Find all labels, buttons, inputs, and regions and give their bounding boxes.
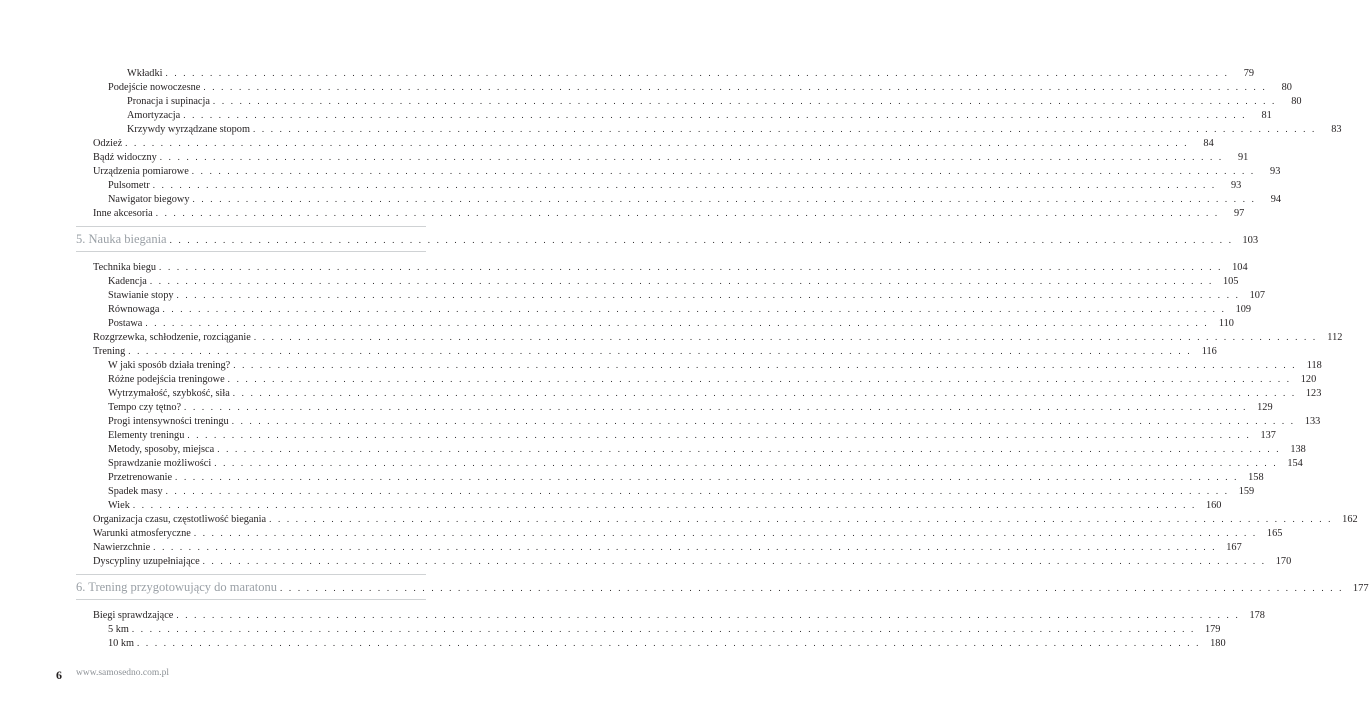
toc-entry[interactable] <box>93 512 1358 526</box>
toc-entry-label: Inne akcesoria <box>93 208 153 219</box>
dot-leader: . . . . . . . . . . . . . . . . . . . . . . . . . . . . . . . . . . . . . . . . . . . . . . . . . . . . . . . . . . . . . . . . . . . . . . . . . . . . . . . . . . . . . . . . . . . . . . . . . . . . . . . . . . . . . . . . . . . . . . . . <box>153 542 1217 552</box>
toc-entry-label: Warunki atmosferyczne <box>93 528 191 539</box>
dot-leader: . . . . . . . . . . . . . . . . . . . . . . . . . . . . . . . . . . . . . . . . . . . . . . . . . . . . . . . . . . . . . . . . . . . . . . . . . . . . . . . . . . . . . . . . . . . . . . . . . . . . . . . . . . . . . . . . . . . . . . . . <box>192 194 1257 204</box>
toc-entry-page: 104 <box>1232 262 1248 273</box>
toc-entry-label: Amortyzacja <box>127 110 181 121</box>
toc-entry-page: 116 <box>1201 346 1217 357</box>
toc-entry-page: 107 <box>1249 290 1266 301</box>
dot-leader: . . . . . . . . . . . . . . . . . . . . . . . . . . . . . . . . . . . . . . . . . . . . . . . . . . . . . . . . . . . . . . . . . . . . . . . . . . . . . . . . . . . . . . . . . . . . . . . . . . . . . . . . . . . . . . . . . . . . . . . . <box>253 332 1318 342</box>
section-divider <box>76 574 426 575</box>
toc-entry-page: 180 <box>1210 638 1226 649</box>
toc-entry[interactable] <box>108 288 1266 302</box>
dot-leader: . . . . . . . . . . . . . . . . . . . . . . . . . . . . . . . . . . . . . . . . . . . . . . . . . . . . . . . . . . . . . . . . . . . . . . . . . . . . . . . . . . . . . . . . . . . . . . . . . . . . . . . . . . . . . . . . . . . . . . . . <box>176 290 1241 300</box>
toc-entry-label: 5 km <box>108 624 129 635</box>
toc-entry-page: 133 <box>1304 416 1321 427</box>
toc-entry[interactable] <box>108 80 1292 94</box>
toc-entry-page: 165 <box>1266 528 1283 539</box>
dot-leader: . . . . . . . . . . . . . . . . . . . . . . . . . . . . . . . . . . . . . . . . . . . . . . . . . . . . . . . . . . . . . . . . . . . . . . . . . . . . . . . . . . . . . . . . . . . . . . . . . . . . . . . . . . . . . . . . . . . . . . . . <box>184 402 1248 412</box>
toc-entry[interactable] <box>108 470 1264 484</box>
toc-entry-label: Odzież <box>93 138 123 149</box>
toc-entry-page: 110 <box>1218 318 1234 329</box>
toc-entry-label: Dyscypliny uzupełniające <box>93 556 200 567</box>
toc-entry[interactable] <box>127 108 1272 122</box>
toc-entry-label: Trening <box>93 346 126 357</box>
toc-entry[interactable] <box>108 358 1322 372</box>
toc-entry[interactable] <box>108 428 1276 442</box>
toc-entry-label: Postawa <box>108 318 143 329</box>
toc-entry-label: Urządzenia pomiarowe <box>93 166 189 177</box>
toc-entry-label: Pulsometr <box>108 180 150 191</box>
dot-leader: . . . . . . . . . . . . . . . . . . . . . . . . . . . . . . . . . . . . . . . . . . . . . . . . . . . . . . . . . . . . . . . . . . . . . . . . . . . . . . . . . . . . . . . . . . . . . . . . . . . . . . . . . . . . . . . . . . . . . . . . <box>203 82 1267 92</box>
toc-entry-label: Organizacja czasu, częstotliwość biegania <box>93 514 267 525</box>
toc-entry-page: 177 <box>1352 583 1369 594</box>
toc-entry-label: Wkładki <box>127 68 163 79</box>
toc-entry-page: 94 <box>1270 194 1282 205</box>
toc-entry[interactable] <box>108 192 1282 206</box>
toc-entry-page: 80 <box>1281 82 1292 93</box>
toc-entry-page: 109 <box>1235 304 1252 315</box>
dot-leader: . . . . . . . . . . . . . . . . . . . . . . . . . . . . . . . . . . . . . . . . . . . . . . . . . . . . . . . . . . . . . . . . . . . . . . . . . . . . . . . . . . . . . . . . . . . . . . . . . . . . . . . . . . . . . . . . . . . . . . . . <box>131 624 1196 634</box>
toc-entry[interactable] <box>93 540 1242 554</box>
toc-entry-label: Przetrenowanie <box>108 472 173 483</box>
toc-entry-label: Podejście nowoczesne <box>108 82 201 93</box>
dot-leader: . . . . . . . . . . . . . . . . . . . . . . . . . . . . . . . . . . . . . . . . . . . . . . . . . . . . . . . . . . . . . . . . . . . . . . . . . . . . . . . . . . . . . . . . . . . . . . . . . . . . . . . . . . . . . . . . . . . . . . . . <box>176 610 1240 620</box>
toc-entry-label: Stawianie stopy <box>108 290 174 301</box>
toc-entry-label: Metody, sposoby, miejsca <box>108 444 215 455</box>
toc-entry-label: Rozgrzewka, schłodzenie, rozciąganie <box>93 332 251 343</box>
toc-chapter[interactable] <box>76 230 1259 248</box>
toc-entry[interactable] <box>93 260 1248 274</box>
dot-leader: . . . . . . . . . . . . . . . . . . . . . . . . . . . . . . . . . . . . . . . . . . . . . . . . . . . . . . . . . . . . . . . . . . . . . . . . . . . . . . . . . . . . . . . . . . . . . . . . . . . . . . . . . . . . . . . . . . . . . . . . <box>183 110 1247 120</box>
toc-entry-page: 93 <box>1231 180 1242 191</box>
toc-entry[interactable] <box>127 94 1302 108</box>
toc-entry[interactable] <box>93 554 1292 568</box>
toc-entry-page: 160 <box>1206 500 1222 511</box>
toc-entry-label: Wiek <box>108 500 130 511</box>
dot-leader: . . . . . . . . . . . . . . . . . . . . . . . . . . . . . . . . . . . . . . . . . . . . . . . . . . . . . . . . . . . . . . . . . . . . . . . . . . . . . . . . . . . . . . . . . . . . . . . . . . . . . . . . . . . . . . . . . . . . . . . . <box>165 68 1230 78</box>
dot-leader: . . . . . . . . . . . . . . . . . . . . . . . . . . . . . . . . . . . . . . . . . . . . . . . . . . . . . . . . . . . . . . . . . . . . . . . . . . . . . . . . . . . . . . . . . . . . . . . . . . . . . . . . . . . . . . . . . . . . . . . . <box>231 416 1296 426</box>
toc-entry[interactable] <box>127 122 1342 136</box>
toc-entry-label: Sprawdzanie możliwości <box>108 458 212 469</box>
toc-entry[interactable] <box>93 344 1217 358</box>
toc-entry[interactable] <box>108 274 1239 288</box>
toc-entry[interactable] <box>93 164 1281 178</box>
toc-entry-page: 158 <box>1248 472 1264 483</box>
dot-leader: . . . . . . . . . . . . . . . . . . . . . . . . . . . . . . . . . . . . . . . . . . . . . . . . . . . . . . . . . . . . . . . . . . . . . . . . . . . . . . . . . . . . . . . . . . . . . . . . . . . . . . . . . . . . . . . . . . . . . . . . <box>212 96 1277 106</box>
section-divider <box>76 226 426 227</box>
dot-leader: . . . . . . . . . . . . . . . . . . . . . . . . . . . . . . . . . . . . . . . . . . . . . . . . . . . . . . . . . . . . . . . . . . . . . . . . . . . . . . . . . . . . . . . . . . . . . . . . . . . . . . . . . . . . . . . . . . . . . . . . <box>214 458 1278 468</box>
toc-entry-label: Technika biegu <box>93 262 157 273</box>
toc-entry-label: Pronacja i supinacja <box>127 96 210 107</box>
toc-entry-page: 129 <box>1257 402 1273 413</box>
toc-entry-page: 154 <box>1287 458 1303 469</box>
toc-entry[interactable] <box>127 66 1255 80</box>
toc-entry[interactable] <box>108 636 1226 650</box>
dot-leader: . . . . . . . . . . . . . . . . . . . . . . . . . . . . . . . . . . . . . . . . . . . . . . . . . . . . . . . . . . . . . . . . . . . . . . . . . . . . . . . . . . . . . . . . . . . . . . . . . . . . . . . . . . . . . . . . . . . . . . . . <box>227 374 1292 384</box>
page-number: 6 <box>56 668 62 682</box>
toc-entry-page: 81 <box>1261 110 1272 121</box>
toc-entry[interactable] <box>108 316 1234 330</box>
dot-leader: . . . . . . . . . . . . . . . . . . . . . . . . . . . . . . . . . . . . . . . . . . . . . . . . . . . . . . . . . . . . . . . . . . . . . . . . . . . . . . . . . . . . . . . . . . . . . . . . . . . . . . . . . . . . . . . . . . . . . . . . <box>162 304 1227 314</box>
toc-entry-page: 91 <box>1238 152 1249 163</box>
toc-entry[interactable] <box>93 330 1343 344</box>
toc-entry-page: 84 <box>1203 138 1214 149</box>
toc-entry-label: 5. Nauka biegania <box>76 232 167 246</box>
toc-chapter[interactable] <box>76 578 1369 596</box>
dot-leader: . . . . . . . . . . . . . . . . . . . . . . . . . . . . . . . . . . . . . . . . . . . . . . . . . . . . . . . . . . . . . . . . . . . . . . . . . . . . . . . . . . . . . . . . . . . . . . . . . . . . . . . . . . . . . . . . . . . . . . . . <box>132 500 1197 510</box>
toc-entry[interactable] <box>108 178 1242 192</box>
toc-entry-label: Kadencja <box>108 276 147 287</box>
dot-leader: . . . . . . . . . . . . . . . . . . . . . . . . . . . . . . . . . . . . . . . . . . . . . . . . . . . . . . . . . . . . . . . . . . . . . . . . . . . . . . . . . . . . . . . . . . . . . . . . . . . . . . . . . . . . . . . . . . . . . . . . <box>252 124 1317 134</box>
toc-entry[interactable] <box>93 150 1249 164</box>
dot-leader: . . . . . . . . . . . . . . . . . . . . . . . . . . . . . . . . . . . . . . . . . . . . . . . . . . . . . . . . . . . . . . . . . . . . . . . . . . . . . . . . . . . . . . . . . . . . . . . . . . . . . . . . . . . . . . . . . . . . . . . . <box>169 235 1234 245</box>
dot-leader: . . . . . . . . . . . . . . . . . . . . . . . . . . . . . . . . . . . . . . . . . . . . . . . . . . . . . . . . . . . . . . . . . . . . . . . . . . . . . . . . . . . . . . . . . . . . . . . . . . . . . . . . . . . . . . . . . . . . . . . . <box>152 180 1217 190</box>
toc-entry-page: 97 <box>1234 208 1245 219</box>
toc-entry-page: 79 <box>1243 68 1255 79</box>
dot-leader: . . . . . . . . . . . . . . . . . . . . . . . . . . . . . . . . . . . . . . . . . . . . . . . . . . . . . . . . . . . . . . . . . . . . . . . . . . . . . . . . . . . . . . . . . . . . . . . . . . . . . . . . . . . . . . . . . . . . . . . . <box>155 208 1220 218</box>
toc-entry-page: 83 <box>1331 124 1342 135</box>
toc-entry-page: 118 <box>1306 360 1322 371</box>
toc-entry-page: 162 <box>1342 514 1358 525</box>
toc-entry-page: 178 <box>1249 610 1265 621</box>
dot-leader: . . . . . . . . . . . . . . . . . . . . . . . . . . . . . . . . . . . . . . . . . . . . . . . . . . . . . . . . . . . . . . . . . . . . . . . . . . . . . . . . . . . . . . . . . . . . . . . . . . . . . . . . . . . . . . . . . . . . . . . . <box>202 556 1267 566</box>
toc-entry-label: 6. Trening przygotowujący do maratonu <box>76 580 278 594</box>
toc-entry[interactable] <box>108 456 1303 470</box>
toc-entry[interactable] <box>93 526 1283 540</box>
toc-entry-page: 167 <box>1226 542 1242 553</box>
dot-leader: . . . . . . . . . . . . . . . . . . . . . . . . . . . . . . . . . . . . . . . . . . . . . . . . . . . . . . . . . . . . . . . . . . . . . . . . . . . . . . . . . . . . . . . . . . . . . . . . . . . . . . . . . . . . . . . . . . . . . . . . <box>193 528 1258 538</box>
toc-entry-page: 93 <box>1270 166 1281 177</box>
dot-leader: . . . . . . . . . . . . . . . . . . . . . . . . . . . . . . . . . . . . . . . . . . . . . . . . . . . . . . . . . . . . . . . . . . . . . . . . . . . . . . . . . . . . . . . . . . . . . . . . . . . . . . . . . . . . . . . . . . . . . . . . <box>137 638 1201 648</box>
toc-entry[interactable] <box>108 400 1273 414</box>
dot-leader: . . . . . . . . . . . . . . . . . . . . . . . . . . . . . . . . . . . . . . . . . . . . . . . . . . . . . . . . . . . . . . . . . . . . . . . . . . . . . . . . . . . . . . . . . . . . . . . . . . . . . . . . . . . . . . . . . . . . . . . . <box>217 444 1281 454</box>
toc-entry-label: 10 km <box>108 638 135 649</box>
section-divider <box>76 599 426 600</box>
dot-leader: . . . . . . . . . . . . . . . . . . . . . . . . . . . . . . . . . . . . . . . . . . . . . . . . . . . . . . . . . . . . . . . . . . . . . . . . . . . . . . . . . . . . . . . . . . . . . . . . . . . . . . . . . . . . . . . . . . . . . . . . <box>187 430 1251 440</box>
toc-entry-label: Bądź widoczny <box>93 152 157 163</box>
toc-entry[interactable] <box>108 622 1221 636</box>
toc-entry[interactable] <box>108 414 1321 428</box>
toc-entry[interactable] <box>108 484 1255 498</box>
dot-leader: . . . . . . . . . . . . . . . . . . . . . . . . . . . . . . . . . . . . . . . . . . . . . . . . . . . . . . . . . . . . . . . . . . . . . . . . . . . . . . . . . . . . . . . . . . . . . . . . . . . . . . . . . . . . . . . . . . . . . . . . <box>191 166 1256 176</box>
toc-entry[interactable] <box>108 442 1306 456</box>
footer-url: www.samosedno.com.pl <box>76 668 170 678</box>
dot-leader: . . . . . . . . . . . . . . . . . . . . . . . . . . . . . . . . . . . . . . . . . . . . . . . . . . . . . . . . . . . . . . . . . . . . . . . . . . . . . . . . . . . . . . . . . . . . . . . . . . . . . . . . . . . . . . . . . . . . . . . . <box>159 262 1223 272</box>
toc-entry-label: Wytrzymałość, szybkość, siła <box>108 388 230 399</box>
dot-leader: . . . . . . . . . . . . . . . . . . . . . . . . . . . . . . . . . . . . . . . . . . . . . . . . . . . . . . . . . . . . . . . . . . . . . . . . . . . . . . . . . . . . . . . . . . . . . . . . . . . . . . . . . . . . . . . . . . . . . . . . <box>232 388 1297 398</box>
toc-entry-label: Spadek masy <box>108 486 163 497</box>
toc-entry-page: 105 <box>1222 276 1239 287</box>
toc-entry-page: 179 <box>1205 624 1221 635</box>
toc-entry[interactable] <box>108 372 1317 386</box>
dot-leader: . . . . . . . . . . . . . . . . . . . . . . . . . . . . . . . . . . . . . . . . . . . . . . . . . . . . . . . . . . . . . . . . . . . . . . . . . . . . . . . . . . . . . . . . . . . . . . . . . . . . . . . . . . . . . . . . . . . . . . . . <box>233 360 1297 370</box>
toc-entry[interactable] <box>93 206 1245 220</box>
toc-entry-page: 138 <box>1290 444 1306 455</box>
toc-entry-page: 137 <box>1260 430 1276 441</box>
toc-entry-label: Nawierzchnie <box>93 542 151 553</box>
toc-entry-label: Elementy treningu <box>108 430 185 441</box>
dot-leader: . . . . . . . . . . . . . . . . . . . . . . . . . . . . . . . . . . . . . . . . . . . . . . . . . . . . . . . . . . . . . . . . . . . . . . . . . . . . . . . . . . . . . . . . . . . . . . . . . . . . . . . . . . . . . . . . . . . . . . . . <box>175 472 1239 482</box>
toc-entry-label: Różne podejścia treningowe <box>108 374 225 385</box>
toc-entry[interactable] <box>108 302 1252 316</box>
toc-entry[interactable] <box>108 386 1322 400</box>
toc-entry-page: 159 <box>1238 486 1255 497</box>
toc-entry-page: 103 <box>1242 235 1259 246</box>
toc-entry-label: Nawigator biegowy <box>108 194 190 205</box>
toc-entry-label: Krzywdy wyrządzane stopom <box>127 124 250 135</box>
toc-entry-page: 120 <box>1300 374 1317 385</box>
toc-entry-page: 112 <box>1327 332 1343 343</box>
dot-leader: . . . . . . . . . . . . . . . . . . . . . . . . . . . . . . . . . . . . . . . . . . . . . . . . . . . . . . . . . . . . . . . . . . . . . . . . . . . . . . . . . . . . . . . . . . . . . . . . . . . . . . . . . . . . . . . . . . . . . . . . <box>149 276 1214 286</box>
section-divider <box>76 251 426 252</box>
toc-entry-label: Tempo czy tętno? <box>108 402 182 413</box>
dot-leader: . . . . . . . . . . . . . . . . . . . . . . . . . . . . . . . . . . . . . . . . . . . . . . . . . . . . . . . . . . . . . . . . . . . . . . . . . . . . . . . . . . . . . . . . . . . . . . . . . . . . . . . . . . . . . . . . . . . . . . . . <box>125 138 1189 148</box>
toc-entry[interactable] <box>93 136 1214 150</box>
dot-leader: . . . . . . . . . . . . . . . . . . . . . . . . . . . . . . . . . . . . . . . . . . . . . . . . . . . . . . . . . . . . . . . . . . . . . . . . . . . . . . . . . . . . . . . . . . . . . . . . . . . . . . . . . . . . . . . . . . . . . . . . <box>145 318 1209 328</box>
dot-leader: . . . . . . . . . . . . . . . . . . . . . . . . . . . . . . . . . . . . . . . . . . . . . . . . . . . . . . . . . . . . . . . . . . . . . . . . . . . . . . . . . . . . . . . . . . . . . . . . . . . . . . . . . . . . . . . . . . . . . . . . <box>165 486 1230 496</box>
dot-leader: . . . . . . . . . . . . . . . . . . . . . . . . . . . . . . . . . . . . . . . . . . . . . . . . . . . . . . . . . . . . . . . . . . . . . . . . . . . . . . . . . . . . . . . . . . . . . . . . . . . . . . . . . . . . . . . . . . . . . . . . <box>280 583 1344 593</box>
toc-entry-page: 80 <box>1291 96 1302 107</box>
dot-leader: . . . . . . . . . . . . . . . . . . . . . . . . . . . . . . . . . . . . . . . . . . . . . . . . . . . . . . . . . . . . . . . . . . . . . . . . . . . . . . . . . . . . . . . . . . . . . . . . . . . . . . . . . . . . . . . . . . . . . . . . <box>269 514 1333 524</box>
toc-entry[interactable] <box>108 498 1222 512</box>
toc-entry-page: 170 <box>1275 556 1292 567</box>
toc-entry-label: Równowaga <box>108 304 160 315</box>
toc-entry-label: W jaki sposób działa trening? <box>108 360 231 371</box>
toc-entry-label: Progi intensywności treningu <box>108 416 229 427</box>
toc-entry-page: 123 <box>1305 388 1322 399</box>
toc-entry-label: Biegi sprawdzające <box>93 610 174 621</box>
dot-leader: . . . . . . . . . . . . . . . . . . . . . . . . . . . . . . . . . . . . . . . . . . . . . . . . . . . . . . . . . . . . . . . . . . . . . . . . . . . . . . . . . . . . . . . . . . . . . . . . . . . . . . . . . . . . . . . . . . . . . . . . <box>159 152 1224 162</box>
dot-leader: . . . . . . . . . . . . . . . . . . . . . . . . . . . . . . . . . . . . . . . . . . . . . . . . . . . . . . . . . . . . . . . . . . . . . . . . . . . . . . . . . . . . . . . . . . . . . . . . . . . . . . . . . . . . . . . . . . . . . . . . <box>128 346 1192 356</box>
toc-entry[interactable] <box>93 608 1265 622</box>
